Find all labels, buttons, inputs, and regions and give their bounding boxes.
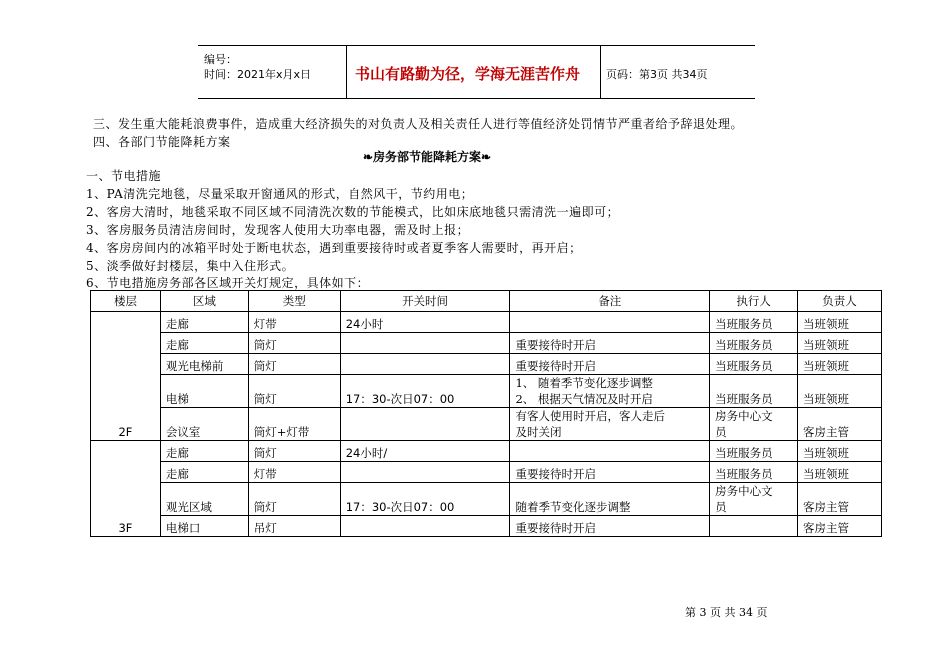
floor-cell: 3F: [91, 441, 161, 537]
code-label: 编号：: [204, 53, 237, 66]
lighting-table: [90, 290, 882, 537]
resp-cell: 客房主管: [798, 483, 882, 516]
time-cell: [340, 516, 510, 537]
list-item: 3、客房服务员清洁房间时，发现客人使用大功率电器，需及时上报；: [86, 223, 470, 237]
table-row: [91, 462, 882, 483]
table-row: [91, 441, 882, 462]
list-item: 5、淡季做好封楼层，集中入住形式。: [86, 259, 295, 273]
section-title: ❧房务部节能降耗方案❧: [363, 150, 492, 164]
list-item: 2、客房大清时，地毯采取不同区域不同清洗次数的节能模式，比如床底地毯只需清洗一遍即可；: [86, 205, 620, 219]
note-cell: [510, 441, 710, 462]
area-cell: 电梯口: [160, 516, 248, 537]
resp-cell: 当班领班: [798, 375, 882, 408]
note-cell: 重要接待时开启: [510, 354, 710, 375]
column-header: 执行人: [710, 291, 798, 312]
column-header: 备注: [510, 291, 710, 312]
note-cell: 重要接待时开启: [510, 516, 710, 537]
table-header-row: [91, 291, 882, 312]
type-cell: 筒灯: [248, 441, 340, 462]
time-cell: 24小时: [340, 312, 510, 333]
paragraph-3: 三、发生重大能耗浪费事件，造成重大经济损失的对负责人及相关责任人进行等值经济处罚情节严重者给予辞退处理。: [93, 117, 744, 131]
note-line: 及时关闭: [515, 425, 562, 439]
column-header: 开关时间: [340, 291, 510, 312]
area-cell: 走廊: [160, 333, 248, 354]
time-label: 时间：2021年x月x日: [204, 68, 312, 81]
list-item: 1、PA清洗完地毯，尽量采取开窗通风的形式，自然风干，节约用电；: [86, 187, 474, 201]
type-cell: 灯带: [248, 312, 340, 333]
resp-cell: 当班领班: [798, 462, 882, 483]
type-cell: 筒灯: [248, 375, 340, 408]
type-cell: 灯带: [248, 462, 340, 483]
header-page-cell: [600, 46, 755, 98]
table-row: [91, 333, 882, 354]
column-header: 负责人: [798, 291, 882, 312]
column-header: 区域: [160, 291, 248, 312]
exec-line: 员: [715, 425, 727, 439]
note-cell: [510, 408, 710, 441]
table-row: [91, 312, 882, 333]
note-cell: [510, 375, 710, 408]
exec-cell: [710, 408, 798, 441]
time-cell: [340, 408, 510, 441]
exec-line: 房务中心文: [715, 409, 773, 423]
note-line: 2、 根据天气情况及时开启: [515, 392, 653, 406]
page-label: 页码：第3页 共34页: [606, 68, 708, 81]
list-item: 6、节电措施房务部各区域开关灯规定，具体如下：: [86, 276, 370, 290]
area-cell: 观光区域: [160, 483, 248, 516]
column-header: 类型: [248, 291, 340, 312]
exec-cell: 当班服务员: [710, 441, 798, 462]
time-cell: 24小时/: [340, 441, 510, 462]
resp-cell: 客房主管: [798, 516, 882, 537]
exec-cell: 当班服务员: [710, 375, 798, 408]
section-heading: 一、节电措施: [86, 169, 162, 183]
area-cell: 会议室: [160, 408, 248, 441]
note-cell: 重要接待时开启: [510, 462, 710, 483]
floor-cell: 2F: [91, 312, 161, 441]
time-cell: [340, 333, 510, 354]
exec-cell: [710, 483, 798, 516]
note-cell: 随着季节变化逐步调整: [510, 483, 710, 516]
time-cell: 17：30-次日07：00: [340, 375, 510, 408]
area-cell: 电梯: [160, 375, 248, 408]
header-meta: [198, 46, 346, 98]
area-cell: 走廊: [160, 312, 248, 333]
note-cell: 重要接待时开启: [510, 333, 710, 354]
type-cell: 筒灯: [248, 333, 340, 354]
exec-cell: 当班服务员: [710, 462, 798, 483]
type-cell: 筒灯+灯带: [248, 408, 340, 441]
note-cell: [510, 312, 710, 333]
paragraph-4: 四、各部门节能降耗方案: [93, 135, 231, 149]
table-row: [91, 408, 882, 441]
table-row: [91, 483, 882, 516]
resp-cell: 当班领班: [798, 333, 882, 354]
area-cell: 观光电梯前: [160, 354, 248, 375]
motto-text: 书山有路勤为径，学海无涯苦作舟: [355, 65, 581, 83]
area-cell: 走廊: [160, 441, 248, 462]
time-cell: [340, 354, 510, 375]
time-cell: 17：30-次日07：00: [340, 483, 510, 516]
table-row: [91, 354, 882, 375]
table-row: [91, 375, 882, 408]
exec-cell: 当班服务员: [710, 312, 798, 333]
note-line: 有客人使用时开启，客人走后: [515, 409, 665, 423]
exec-line: 员: [715, 500, 727, 514]
exec-cell: 当班服务员: [710, 333, 798, 354]
page-header: [198, 45, 755, 99]
type-cell: 吊灯: [248, 516, 340, 537]
area-cell: 走廊: [160, 462, 248, 483]
list-item: 4、客房房间内的冰箱平时处于断电状态，遇到重要接待时或者夏季客人需要时，再开启；: [86, 241, 582, 255]
header-motto-cell: [346, 46, 601, 98]
time-cell: [340, 462, 510, 483]
exec-cell: 当班服务员: [710, 354, 798, 375]
column-header: 楼层: [91, 291, 161, 312]
table-row: [91, 516, 882, 537]
type-cell: 筒灯: [248, 483, 340, 516]
resp-cell: 当班领班: [798, 312, 882, 333]
exec-line: 房务中心文: [715, 484, 773, 498]
resp-cell: 客房主管: [798, 408, 882, 441]
exec-cell: [710, 516, 798, 537]
page-footer: 第 3 页 共 34 页: [685, 606, 768, 619]
resp-cell: 当班领班: [798, 354, 882, 375]
note-line: 1、 随着季节变化逐步调整: [515, 376, 653, 390]
resp-cell: 当班领班: [798, 441, 882, 462]
type-cell: 筒灯: [248, 354, 340, 375]
